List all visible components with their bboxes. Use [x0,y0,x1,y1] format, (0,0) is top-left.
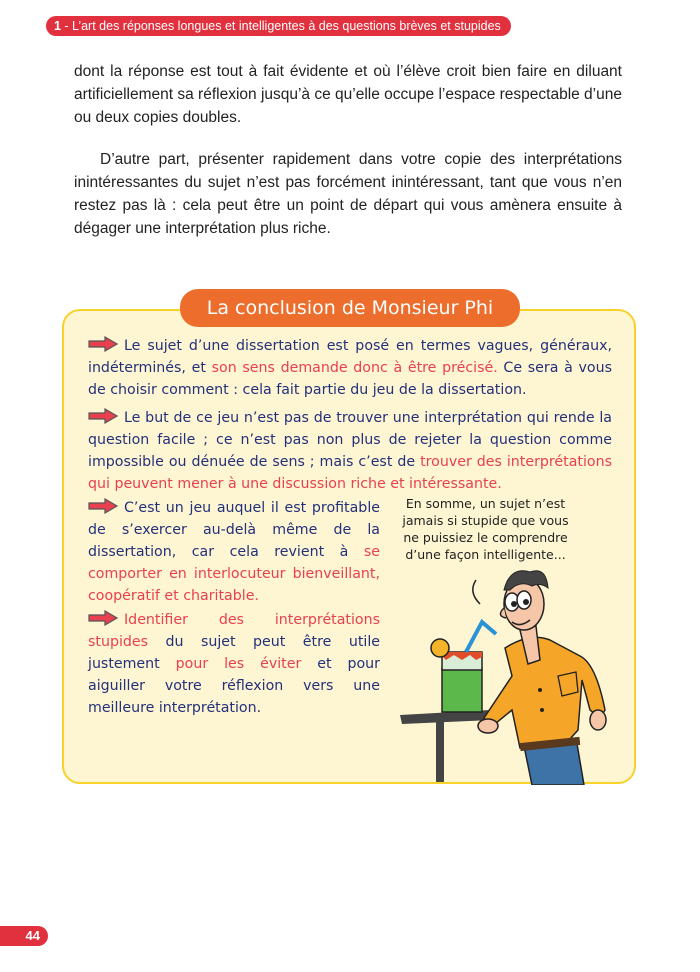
item-text: du sujet peut être utile justement [88,634,380,672]
page-number: 44 [0,926,48,946]
item-text: Le sujet d’une dissertation est posé en termes vagues, généraux, indéterminés, et [88,338,612,376]
arrow-icon [88,610,118,626]
speech-bubble-text: En somme, un sujet n’est jamais si stupide que vous ne puissiez le comprendre d’une façon intelligente... [402,496,569,562]
item-highlight: pour les éviter [175,656,302,672]
arrow-icon [88,336,118,352]
item-highlight: se comporter en interlocuteur bienveillant, coopératif et charitable. [88,544,380,604]
conclusion-item [88,407,612,495]
conclusion-title: La conclusion de Monsieur Phi [180,289,520,327]
body-paragraph-1 [74,60,622,129]
chapter-title: - L’art des réponses longues et intelligentes à des questions brèves et stupides [60,19,501,33]
arrow-icon [88,498,118,514]
item-highlight: son sens demande donc à être précisé. [211,360,498,376]
item-text: et pour aiguiller votre réflexion vers une meilleure interprétation. [88,656,380,716]
paragraph-text: dont la réponse est tout à fait évidente et où l’élève croit bien faire en diluant artificiellement sa réflexion jusqu’à ce qu’elle occupe l’espace respectable d’une ou deux copies doubles. [74,63,622,126]
item-highlight: Identifier des interprétations stupides [88,612,380,650]
item-highlight: trouver des interprétations qui peuvent mener à une discussion riche et intéressante. [88,454,612,492]
paragraph-text: D’autre part, présenter rapidement dans votre copie des interprétations inintéressantes du sujet n’est pas forcément inintéressant, tant que vous n’en restez pas là : cela peut être un point de départ qui vous amènera ensuite à dégager une interprétation plus riche. [74,151,622,237]
chapter-header [46,16,511,36]
conclusion-item [88,609,380,719]
arrow-icon [88,408,118,424]
item-text: C’est un jeu auquel il est profitable de s’exercer au-delà même de la dissertation, car cela revient à [88,500,380,560]
body-paragraph-2 [74,148,622,240]
conclusion-item [88,497,380,607]
chapter-number: 1 [54,19,61,33]
monsieur-phi-illustration [400,560,636,785]
item-text: Le but de ce jeu n’est pas de trouver une interprétation qui rende la question facile ; ce n’est pas non plus de rejeter la question comme impossible ou dénuée de sens ; mais c’est de [88,410,612,470]
conclusion-item [88,335,612,401]
item-text: Ce sera à vous de choisir comment : cela fait partie du jeu de la dissertation. [88,360,612,398]
